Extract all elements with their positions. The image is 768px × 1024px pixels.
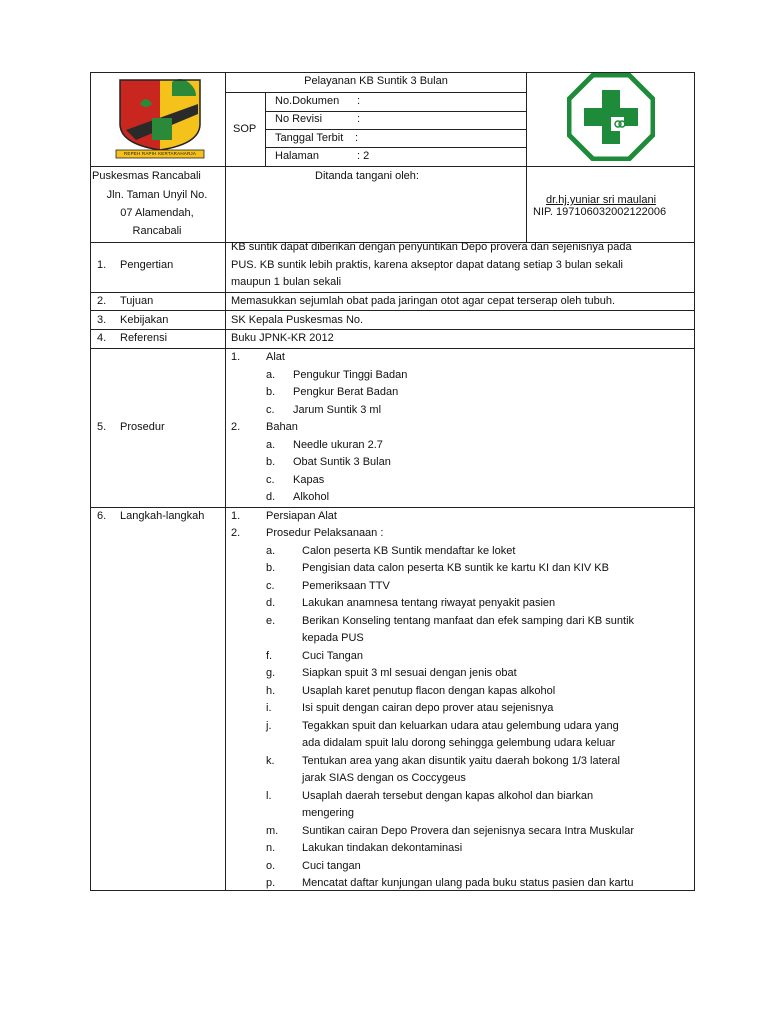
pengertian-number: 1. xyxy=(97,259,107,271)
field-halaman-label: Halaman xyxy=(275,150,320,162)
signed-by-label: Ditanda tangani oleh: xyxy=(315,170,419,182)
list-item: Mencatat daftar kunjungan ulang pada buku status pasien dan kartu xyxy=(302,877,634,889)
list-item: Obat Suntik 3 Bulan xyxy=(293,456,391,468)
list-item: Needle ukuran 2.7 xyxy=(293,439,383,451)
list-item-marker: a. xyxy=(266,545,276,557)
langkah-step: Prosedur Pelaksanaan : xyxy=(266,527,384,539)
header-bottom-line xyxy=(90,166,695,167)
list-item-marker: b. xyxy=(266,386,276,398)
list-item-marker: c. xyxy=(266,580,275,592)
kebijakan-number: 3. xyxy=(97,314,107,326)
logo-banner-text: REPEH RAPIH KERTARAHARJA xyxy=(123,151,197,156)
list-item: Usaplah karet penutup flacon dengan kapas alkohol xyxy=(302,685,556,697)
signer-name: dr.hj.yuniar sri maulani xyxy=(546,194,657,206)
pengertian-line-2: PUS. KB suntik lebih praktis, karena akseptor dapat datang setiap 3 bulan sekali xyxy=(231,259,623,271)
list-item: kepada PUS xyxy=(302,632,364,644)
pengertian-line-3: maupun 1 bulan sekali xyxy=(231,276,342,288)
row-line-4 xyxy=(90,348,695,349)
referensi-label: Referensi xyxy=(120,332,168,344)
list-item: Tentukan area yang akan disuntik yaitu daerah bokong 1/3 lateral xyxy=(302,755,620,767)
list-item: Pemeriksaan TTV xyxy=(302,580,390,592)
list-item: Pengkur Berat Badan xyxy=(293,386,399,398)
document-title: Pelayanan KB Suntik 3 Bulan xyxy=(304,75,448,87)
list-item: Isi spuit dengan cairan depo prover atau sejenisnya xyxy=(302,702,554,714)
regional-logo xyxy=(112,74,208,162)
list-item: Lakukan tindakan dekontaminasi xyxy=(302,842,463,854)
langkah-label: Langkah-langkah xyxy=(120,510,205,522)
langkah-step-number: 1. xyxy=(231,510,241,522)
list-item: Calon peserta KB Suntik mendaftar ke loket xyxy=(302,545,516,557)
row-line-1 xyxy=(90,292,695,293)
institution-address-2: 07 Alamendah, xyxy=(120,207,194,219)
langkah-step-number: 2. xyxy=(231,527,241,539)
row-line-5 xyxy=(90,507,695,508)
list-item-marker: c. xyxy=(266,474,275,486)
langkah-number: 6. xyxy=(97,510,107,522)
list-item-marker: b. xyxy=(266,456,276,468)
divider-right-col xyxy=(526,72,527,243)
pengertian-label: Pengertian xyxy=(120,259,174,271)
list-item: Pengisian data calon peserta KB suntik ke kartu KI dan KIV KB xyxy=(302,562,609,574)
list-item: Usaplah daerah tersebut dengan kapas alkohol dan biarkan xyxy=(302,790,594,802)
list-item-marker: d. xyxy=(266,491,276,503)
prosedur-group-number: 2. xyxy=(231,421,241,433)
field-no-dokumen-label: No.Dokumen xyxy=(275,95,340,107)
list-item-marker: b. xyxy=(266,562,276,574)
tujuan-text: Memasukkan sejumlah obat pada jaringan otot agar cepat terserap oleh tubuh. xyxy=(231,295,616,307)
list-item: jarak SIAS dengan os Coccygeus xyxy=(302,772,466,784)
list-item: mengering xyxy=(302,807,354,819)
list-item: Jarum Suntik 3 ml xyxy=(293,404,382,416)
kebijakan-label: Kebijakan xyxy=(120,314,169,326)
row-line-2 xyxy=(90,310,695,311)
tujuan-label: Tujuan xyxy=(120,295,154,307)
field-line-3 xyxy=(265,147,527,148)
border-bottom xyxy=(90,890,695,891)
list-item-marker: j. xyxy=(266,720,272,732)
field-no-revisi-label: No Revisi xyxy=(275,113,323,125)
list-item-marker: o. xyxy=(266,860,276,872)
field-tanggal-terbit-label: Tanggal Terbit xyxy=(275,132,344,144)
list-item: Suntikan cairan Depo Provera dan sejenisnya secara Intra Muskular xyxy=(302,825,635,837)
list-item-marker: e. xyxy=(266,615,276,627)
list-item: Berikan Konseling tentang manfaat dan efek samping dari KB suntik xyxy=(302,615,635,627)
row-line-3 xyxy=(90,329,695,330)
field-tanggal-terbit-value: : xyxy=(355,132,359,144)
puskesmas-logo xyxy=(567,73,655,161)
list-item-marker: a. xyxy=(266,439,276,451)
field-line-2 xyxy=(265,129,527,130)
list-item-marker: l. xyxy=(266,790,272,802)
pengertian-line-1: KB suntik dapat diberikan dengan penyuntikan Depo provera dan sejenisnya pada xyxy=(231,241,632,253)
border-right xyxy=(694,72,695,890)
kebijakan-text: SK Kepala Puskesmas No. xyxy=(231,314,364,326)
list-item: Pengukur Tinggi Badan xyxy=(293,369,408,381)
list-item: Siapkan spuit 3 ml sesuai dengan jenis obat xyxy=(302,667,517,679)
langkah-step: Persiapan Alat xyxy=(266,510,337,522)
header-title-line xyxy=(225,92,527,93)
list-item-marker: g. xyxy=(266,667,276,679)
institution-name: Puskesmas Rancabali xyxy=(92,170,201,182)
field-line-1 xyxy=(265,111,527,112)
list-item: Kapas xyxy=(293,474,325,486)
list-item-marker: a. xyxy=(266,369,276,381)
prosedur-group-number: 1. xyxy=(231,351,241,363)
list-item-marker: m. xyxy=(266,825,279,837)
prosedur-label: Prosedur xyxy=(120,421,165,433)
divider-label-col xyxy=(225,72,226,890)
field-no-revisi-value: : xyxy=(357,113,361,125)
list-item-marker: i. xyxy=(266,702,272,714)
list-item-marker: h. xyxy=(266,685,276,697)
field-halaman-value: : 2 xyxy=(357,150,370,162)
sop-label: SOP xyxy=(233,123,257,135)
list-item-marker: k. xyxy=(266,755,275,767)
institution-address-3: Rancabali xyxy=(132,225,182,237)
referensi-number: 4. xyxy=(97,332,107,344)
list-item-marker: n. xyxy=(266,842,276,854)
field-no-dokumen-value: : xyxy=(357,95,361,107)
prosedur-group-title: Bahan xyxy=(266,421,298,433)
border-left xyxy=(90,72,91,890)
signer-nip: NIP. 197106032002122006 xyxy=(533,206,667,218)
list-item-marker: d. xyxy=(266,597,276,609)
prosedur-number: 5. xyxy=(97,421,107,433)
list-item: Cuci tangan xyxy=(302,860,361,872)
list-item: Cuci Tangan xyxy=(302,650,363,662)
list-item: Lakukan anamnesa tentang riwayat penyakit pasien xyxy=(302,597,556,609)
list-item-marker: p. xyxy=(266,877,276,889)
list-item-marker: f. xyxy=(266,650,273,662)
list-item-marker: c. xyxy=(266,404,275,416)
list-item: Alkohol xyxy=(293,491,330,503)
prosedur-group-title: Alat xyxy=(266,351,285,363)
list-item: Tegakkan spuit dan keluarkan udara atau gelembung udara yang xyxy=(302,720,619,732)
list-item: ada didalam spuit lalu dorong sehingga gelembung udara keluar xyxy=(302,737,616,749)
tujuan-number: 2. xyxy=(97,295,107,307)
institution-address-1: Jln. Taman Unyil No. xyxy=(106,189,208,201)
referensi-text: Buku JPNK-KR 2012 xyxy=(231,332,334,344)
